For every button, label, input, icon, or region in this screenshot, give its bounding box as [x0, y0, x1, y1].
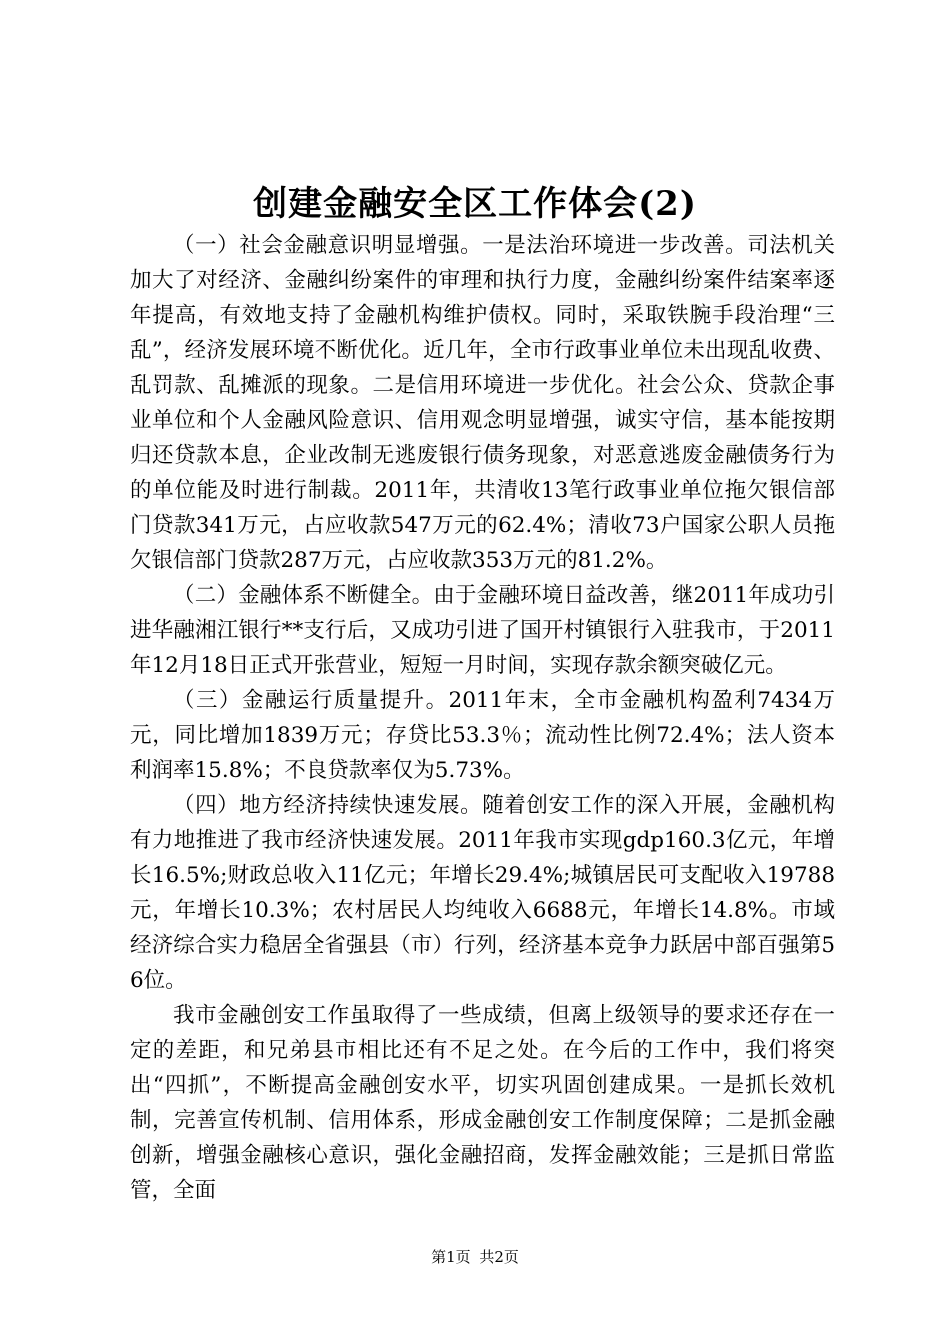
paragraph-local-economy: （四）地方经济持续快速发展。随着创安工作的深入开展，金融机构有力地推进了我市经济快速发展。2011年我市实现gdp160.3亿元，年增长16.5%;财政总收入11亿元；年增长29.4%;城镇居民可支配收入19788元，年增长10.3%；农村居民人均纯收入6688元，年增长14.8%。市域经济综合实力稳居全省强县（市）行列，经济基本竞争力跃居中部百强第56位。: [130, 793, 835, 993]
page-total: 共2页: [479, 1248, 519, 1266]
paragraph-financial-system: （二）金融体系不断健全。由于金融环境日益改善，继2011年成功引进华融湘江银行**支行后，又成功引进了国开村镇银行入驻我市，于2011年12月18日正式开张营业，短短一月时间，实现存款余额突破亿元。: [130, 583, 835, 678]
page-number: 第1页: [431, 1248, 471, 1266]
paragraph-operation-quality: （三）金融运行质量提升。2011年末，全市金融机构盈利7434万元，同比增加1839万元；存贷比53.3％；流动性比例72.4%；法人资本利润率15.8%；不良贷款率仅为5.73%。: [130, 688, 835, 783]
paragraph-social-awareness: （一）社会金融意识明显增强。一是法治环境进一步改善。司法机关加大了对经济、金融纠纷案件的审理和执行力度，金融纠纷案件结案率逐年提高，有效地支持了金融机构维护债权。同时，采取铁腕手段治理“三乱”，经济发展环境不断优化。近几年，全市行政事业单位未出现乱收费、乱罚款、乱摊派的现象。二是信用环境进一步优化。社会公众、贷款企事业单位和个人金融风险意识、信用观念明显增强，诚实守信，基本能按期归还贷款本息，企业改制无逃废银行债务现象，对恶意逃废金融债务行为的单位能及时进行制裁。2011年，共清收13笔行政事业单位拖欠银信部门贷款341万元，占应收款547万元的62.4%；清收73户国家公职人员拖欠银信部门贷款287万元，占应收款353万元的81.2%。: [130, 233, 835, 573]
document-body: [130, 228, 835, 1208]
document-title: 创建金融安全区工作体会(2): [253, 184, 697, 224]
page-footer: [0, 1247, 950, 1267]
paragraph-future-work: 我市金融创安工作虽取得了一些成绩，但离上级领导的要求还存在一定的差距，和兄弟县市相比还有不足之处。在今后的工作中，我们将突出“四抓”，不断提高金融创安水平，切实巩固创建成果。一是抓长效机制，完善宣传机制、信用体系，形成金融创安工作制度保障；二是抓金融创新，增强金融核心意识，强化金融招商，发挥金融效能；三是抓日常监管，全面: [130, 1003, 835, 1203]
